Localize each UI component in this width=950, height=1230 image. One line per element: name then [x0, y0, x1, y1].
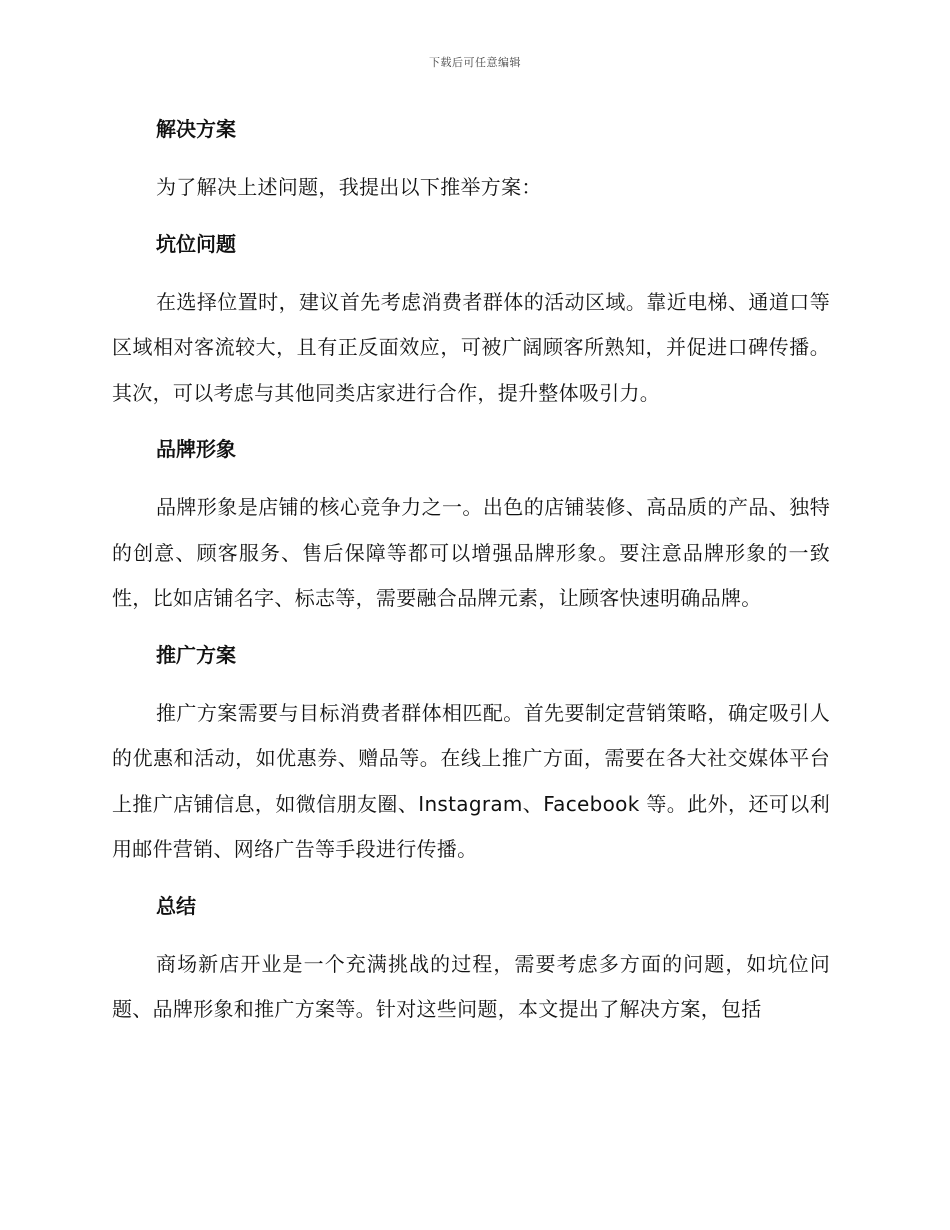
section-paragraph: 推广方案需要与目标消费者群体相匹配。首先要制定营销策略，确定吸引人的优惠和活动，如优惠券、赠品等。在线上推广方面，需要在各大社交媒体平台上推广店铺信息，如微信朋友圈、Instagram、Facebook 等。此外，还可以利用邮件营销、网络广告等手段进行传播。 [112, 700, 830, 861]
section-location-issue [112, 223, 830, 417]
section-brand-image [112, 428, 830, 622]
section-paragraph: 在选择位置时，建议首先考虑消费者群体的活动区域。靠近电梯、通道口等区域相对客流较大，且有正反面效应，可被广阔顾客所熟知，并促进口碑传播。其次，可以考虑与其他同类店家进行合作，提升整体吸引力。 [112, 289, 830, 405]
section-heading: 坑位问题 [156, 231, 236, 256]
section-paragraph: 商场新店开业是一个充满挑战的过程，需要考虑多方面的问题，如坑位问题、品牌形象和推广方案等。针对这些问题，本文提出了解决方案，包括 [112, 951, 830, 1021]
section-paragraph: 为了解决上述问题，我提出以下推举方案： [156, 175, 542, 199]
section-paragraph: 品牌形象是店铺的核心竞争力之一。出色的店铺装修、高品质的产品、独特的创意、顾客服务、售后保障等都可以增强品牌形象。要注意品牌形象的一致性，比如店铺名字、标志等，需要融合品牌元素，让顾客快速明确品牌。 [112, 495, 830, 610]
section-promotion-plan [112, 634, 830, 873]
section-heading: 品牌形象 [156, 437, 236, 461]
section-heading: 解决方案 [156, 117, 236, 141]
section-solution [112, 108, 830, 211]
section-heading: 推广方案 [156, 642, 236, 667]
document-body [112, 108, 830, 1045]
page-header: 下载后可任意编辑 [429, 56, 521, 69]
section-summary [112, 885, 830, 1033]
section-heading: 总结 [156, 893, 196, 918]
